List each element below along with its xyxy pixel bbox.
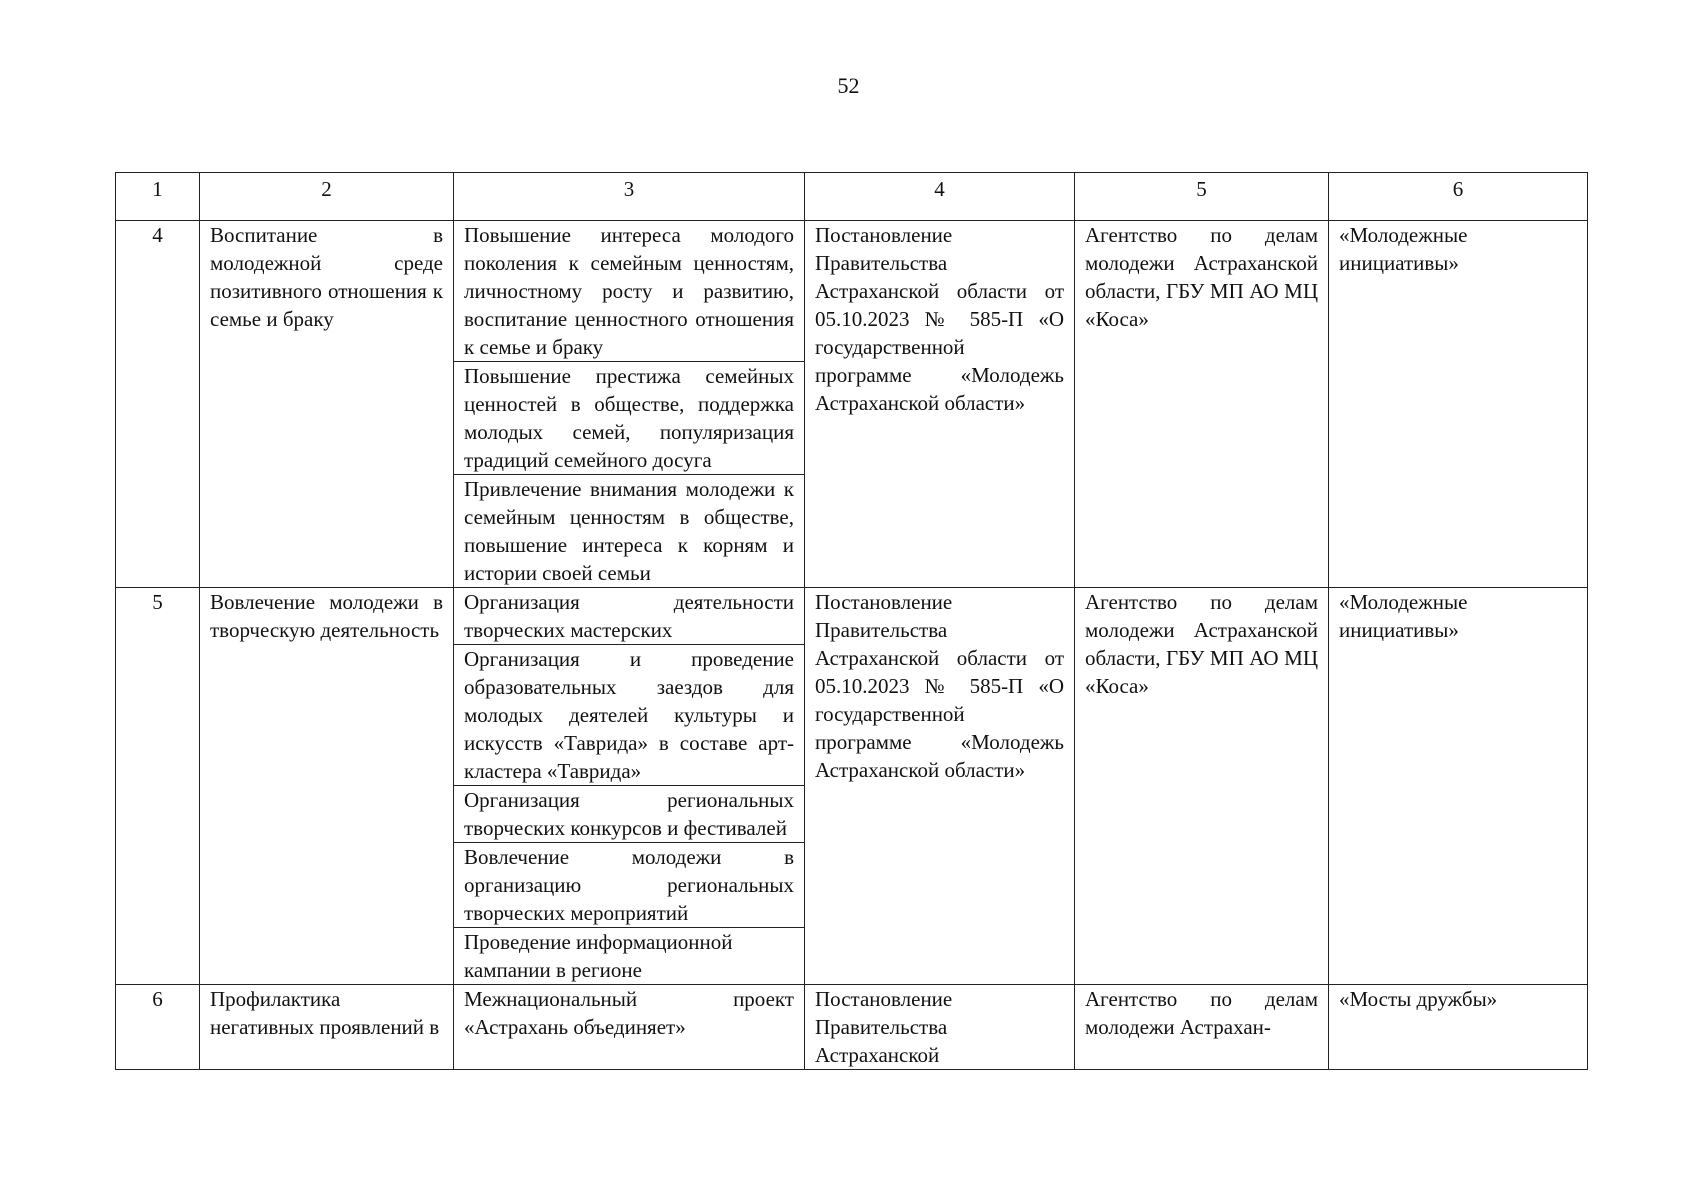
task-cell: Повышение интереса молодого поколения к семейным ценностям, личностному росту и развитию, воспитание ценностного отношения к семье и браку xyxy=(454,221,805,362)
project-cell: «Мосты дружбы» xyxy=(1329,985,1588,1070)
goal-cell: Вовлечение молодежи в творческую деятельность xyxy=(200,588,454,985)
responsible-cell: Агентство по делам молодежи Астрахан- xyxy=(1075,985,1329,1070)
row-number: 5 xyxy=(116,588,200,985)
task-cell: Межнациональный проект «Астрахань объединяет» xyxy=(454,985,805,1070)
document-cell: Постановление Правительства Астраханской области от 05.10.2023 № 585-П «О государственной программе «Молодежь Астраханской области» xyxy=(805,588,1075,985)
task-cell: Вовлечение молодежи в организацию региональных творческих мероприятий xyxy=(454,843,805,928)
page-number: 52 xyxy=(837,73,860,98)
project-cell: «Молодежные инициативы» xyxy=(1329,221,1588,588)
responsible-cell: Агентство по делам молодежи Астраханской области, ГБУ МП АО МЦ «Коса» xyxy=(1075,221,1329,588)
table-row xyxy=(116,985,1588,1070)
document-cell: Постановление Правительства Астраханской xyxy=(805,985,1075,1070)
table-row xyxy=(116,588,1588,645)
table-header-row xyxy=(116,173,1588,221)
document-cell: Постановление Правительства Астраханской области от 05.10.2023 № 585-П «О государственной программе «Молодежь Астраханской области» xyxy=(805,221,1075,588)
project-cell: «Молодежные инициативы» xyxy=(1329,588,1588,985)
task-cell: Организация и проведение образовательных заездов для молодых деятелей культуры и искусств «Таврида» в составе арт-кластера «Таврида» xyxy=(454,645,805,786)
table-row xyxy=(116,221,1588,362)
responsible-cell: Агентство по делам молодежи Астраханской области, ГБУ МП АО МЦ «Коса» xyxy=(1075,588,1329,985)
header-cell: 2 xyxy=(200,173,454,221)
row-number: 4 xyxy=(116,221,200,588)
header-cell: 1 xyxy=(116,173,200,221)
task-cell: Организация региональных творческих конкурсов и фестивалей xyxy=(454,786,805,843)
goal-cell: Воспитание в молодежной среде позитивного отношения к семье и браку xyxy=(200,221,454,588)
header-cell: 6 xyxy=(1329,173,1588,221)
task-cell: Организация деятельности творческих мастерских xyxy=(454,588,805,645)
task-cell: Привлечение внимания молодежи к семейным ценностям в обществе, повышение интереса к корням и истории своей семьи xyxy=(454,475,805,588)
row-number: 6 xyxy=(116,985,200,1070)
header-cell: 3 xyxy=(454,173,805,221)
header-cell: 5 xyxy=(1075,173,1329,221)
task-cell: Проведение информационной кампании в регионе xyxy=(454,928,805,985)
plan-table xyxy=(115,172,1588,1070)
header-cell: 4 xyxy=(805,173,1075,221)
task-cell: Повышение престижа семейных ценностей в обществе, поддержка молодых семей, популяризация традиций семейного досуга xyxy=(454,362,805,475)
goal-cell: Профилактика негативных проявлений в xyxy=(200,985,454,1070)
